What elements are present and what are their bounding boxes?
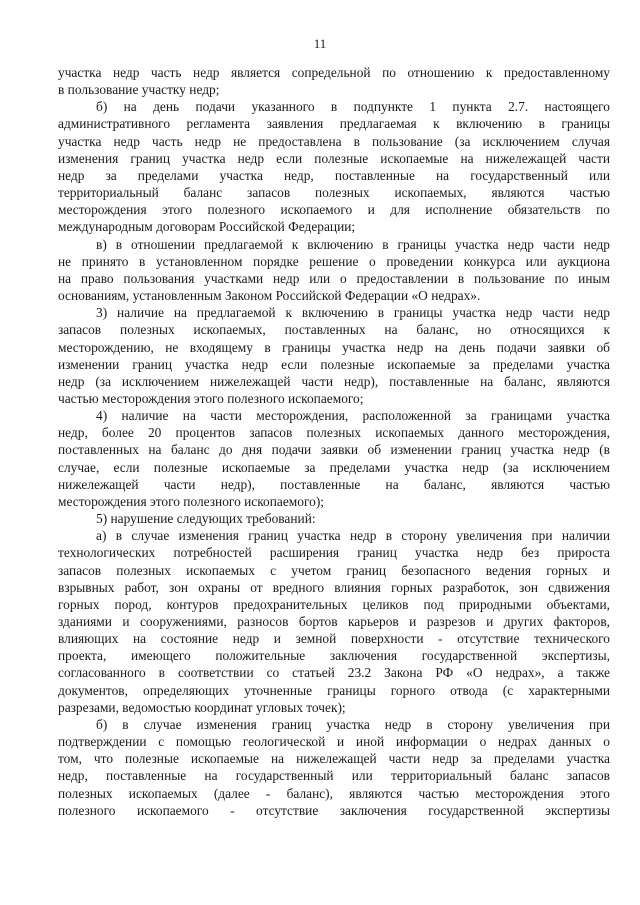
text-line: полезных ископаемых (далее - баланс), являются частью месторождения этого	[58, 785, 610, 801]
text-line: подтверждении с помощью геологической и иной информации о недрах данных о	[58, 734, 610, 750]
text-line: том, что полезные ископаемые на нижележащей части недр за пределами участка	[58, 751, 610, 767]
text-line: горных пород, контуров предохранительных целиков под природными объектами,	[58, 596, 610, 612]
text-line: нижележащей части недр), поставленные на баланс, являются частью	[58, 476, 610, 492]
paragraph	[58, 64, 610, 98]
text-line: основаниям, установленным Законом Российской Федерации «О недрах».	[58, 288, 481, 304]
text-line: участка недр часть недр является сопредельной по отношению к предоставленному	[58, 65, 610, 80]
text-line: частью месторождения этого полезного ископаемого;	[58, 390, 364, 406]
text-line: зданиями и сооружениями, разносов бортов карьеров и разрезов и других факторов,	[58, 614, 610, 629]
text-line: недр (за исключением нижележащей части недр), поставленные на баланс, являются	[58, 373, 610, 389]
paragraph	[58, 236, 610, 305]
paragraph	[58, 716, 610, 819]
text-line: недр, более 20 процентов запасов полезных ископаемых данного месторождения,	[58, 425, 610, 441]
text-line: недр, поставленные на государственный или территориальный баланс запасов	[58, 768, 610, 784]
text-line: месторождения этого полезного ископаемого);	[58, 493, 324, 509]
text-line: 3) наличие на предлагаемой к включению в границы участка недр части недр	[96, 305, 610, 321]
text-line: территориальный баланс запасов полезных ископаемых, являются частью	[58, 185, 610, 201]
text-line: полезного ископаемого - отсутствие заключения государственной экспертизы	[58, 802, 610, 818]
paragraph	[58, 527, 610, 716]
text-line: не принято в установленном порядке решение о проведении конкурса или аукциона	[58, 253, 610, 269]
text-line: разрезами, ведомостью координат угловых точек);	[58, 699, 346, 715]
text-line: влияющих на состояние недр и земной поверхности - отсутствие технического	[58, 631, 610, 647]
text-line: б) в случае изменения границ участка недр в сторону увеличения при	[96, 716, 610, 732]
text-line: взрывных работ, зон охраны от вредного влияния горных разработок, зон сдвижения	[58, 579, 610, 595]
text-line: согласованного в соответствии со статьей 23.2 Закона РФ «О недрах», а также	[58, 665, 610, 681]
document-body	[58, 64, 610, 819]
text-line: 5) нарушение следующих требований:	[96, 511, 316, 527]
text-line: изменении границ участка недр если полезные ископаемые за пределами участка	[58, 356, 610, 372]
text-line: а) в случае изменения границ участка недр в сторону увеличения при наличии	[96, 528, 610, 544]
text-line: на право пользования участками недр или о предоставлении в пользование по иным	[58, 270, 610, 286]
text-line: недр за пределами участка недр, поставленные на государственный или	[58, 167, 610, 183]
text-line: в) в отношении предлагаемой к включению в границы участка недр части недр	[96, 236, 610, 252]
text-line: административного регламента заявления предлагаемая к включению в границы	[58, 116, 610, 132]
text-line: запасов полезных ископаемых, поставленных на баланс, но относящихся к	[58, 322, 610, 338]
paragraph	[58, 304, 610, 407]
text-line: месторождения этого полезного ископаемого и для исполнение обязательств по	[58, 202, 610, 218]
paragraph	[58, 510, 610, 527]
text-line: месторождению, не входящему в границы участка недр на день подачи заявки об	[58, 339, 610, 355]
paragraph	[58, 98, 610, 235]
text-line: запасов полезных ископаемых с учетом границ безопасного ведения горных и	[58, 562, 610, 578]
text-line: проекта, имеющего положительные заключения государственной экспертизы,	[58, 648, 610, 664]
text-line: б) на день подачи указанного в подпункте 1 пункта 2.7. настоящего	[96, 99, 610, 115]
text-line: поставленных на баланс до дня подачи заявки об изменении границ участка недр (в	[58, 442, 610, 458]
text-line: международным договорам Российской Федерации;	[58, 219, 356, 235]
text-line: технологических потребностей расширения границ участка недр без прироста	[58, 545, 610, 561]
text-line: 4) наличие на части месторождения, расположенной за границами участка	[96, 408, 610, 424]
text-line: случае, если полезные ископаемые за пределами участка недр (за исключением	[58, 459, 610, 475]
paragraph	[58, 407, 610, 510]
text-line: участка недр часть недр не предоставлена в пользование (за исключением случая	[58, 133, 610, 149]
text-line: изменения границ участка недр если полезные ископаемые на нижележащей части	[58, 150, 610, 166]
text-line: в пользование участку недр;	[58, 82, 220, 98]
text-line: документов, определяющих уточненные границы горного отвода (с характерными	[58, 682, 610, 698]
page-number: 11	[313, 36, 327, 51]
